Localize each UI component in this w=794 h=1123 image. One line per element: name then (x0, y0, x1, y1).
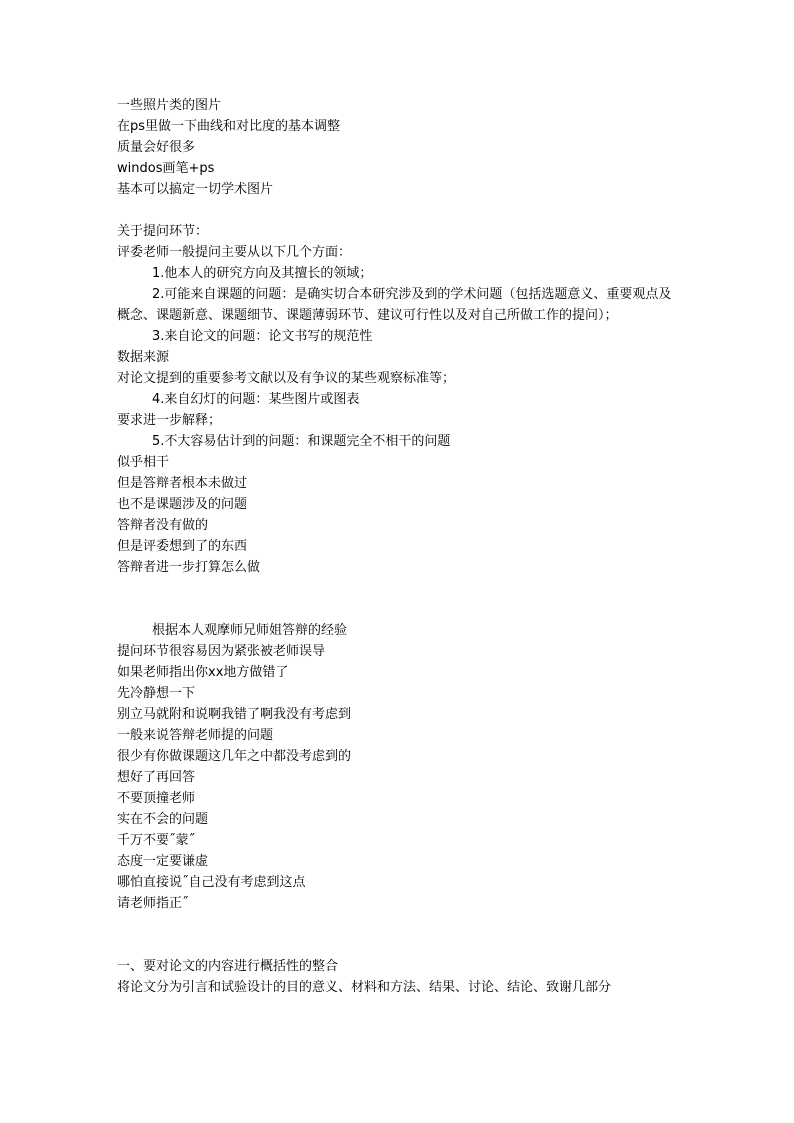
text-line: 但是答辩者根本未做过 (117, 476, 248, 491)
text-line: 提问环节很容易因为紧张被老师误导 (117, 644, 326, 659)
question-item-2: 2.可能来自课题的问题：是确实切合本研究涉及到的学术问题（包括选题意义、重要观点及概念、课题新意、课题细节、课题薄弱环节、建议可行性以及对自己所做工作的提问）； (117, 287, 672, 323)
text-line: 在ps里做一下曲线和对比度的基本调整 (117, 119, 341, 134)
text-line: 似乎相干 (117, 455, 170, 470)
text-line: 质量会好很多 (117, 140, 196, 155)
text-line: 答辩者进一步打算怎么做 (117, 560, 261, 575)
text-line: 实在不会的问题 (117, 812, 209, 827)
text-line: 数据来源 (117, 350, 170, 365)
text-line: 如果老师指出你xx地方做错了 (117, 665, 289, 680)
text-line: 也不是课题涉及的问题 (117, 497, 248, 512)
text-line: 先冷静想一下 (117, 686, 196, 701)
section-heading: 根据本人观摩师兄师姐答辩的经验 (152, 623, 348, 638)
question-item-4: 4.来自幻灯的问题：某些图片或图表 (152, 392, 360, 407)
question-section (117, 221, 677, 578)
text-line: 将论文分为引言和试验设计的目的意义、材料和方法、结果、讨论、结论、致谢几部分 (117, 980, 612, 995)
photo-tips-section (117, 95, 677, 200)
document-page (117, 95, 677, 998)
text-line: 哪怕直接说˝自己没有考虑到这点 (117, 875, 306, 890)
question-item-3: 3.来自论文的问题：论文书写的规范性 (152, 329, 373, 344)
text-line: 想好了再回答 (117, 770, 196, 785)
section-intro: 评委老师一般提问主要从以下几个方面： (117, 245, 352, 260)
text-line: 请老师指正˝ (117, 896, 189, 911)
text-line: 一般来说答辩老师提的问题 (117, 728, 274, 743)
section-heading: 一、要对论文的内容进行概括性的整合 (117, 959, 339, 974)
text-line: 基本可以搞定一切学术图片 (117, 182, 274, 197)
spacer (117, 200, 677, 221)
question-item-5: 5.不大容易估计到的问题：和课题完全不相干的问题 (152, 434, 451, 449)
experience-section (117, 620, 677, 914)
text-line: 答辩者没有做的 (117, 518, 209, 533)
spacer (117, 578, 677, 620)
section-heading: 关于提问环节： (117, 224, 209, 239)
text-line: 千万不要˝蒙˝ (117, 833, 196, 848)
spacer (117, 914, 677, 956)
text-line: 要求进一步解释； (117, 413, 222, 428)
text-line: 但是评委想到了的东西 (117, 539, 248, 554)
text-line: windos画笔+ps (117, 161, 215, 176)
text-line: 一些照片类的图片 (117, 98, 222, 113)
summary-section (117, 956, 677, 998)
text-line: 别立马就附和说啊我错了啊我没有考虑到 (117, 707, 352, 722)
text-line: 不要顶撞老师 (117, 791, 196, 806)
text-line: 对论文提到的重要参考文献以及有争议的某些观察标准等； (117, 371, 456, 386)
text-line: 态度一定要谦虚 (117, 854, 209, 869)
text-line: 很少有你做课题这几年之中都没考虑到的 (117, 749, 352, 764)
question-item-1: 1.他本人的研究方向及其擅长的领域； (152, 266, 373, 281)
